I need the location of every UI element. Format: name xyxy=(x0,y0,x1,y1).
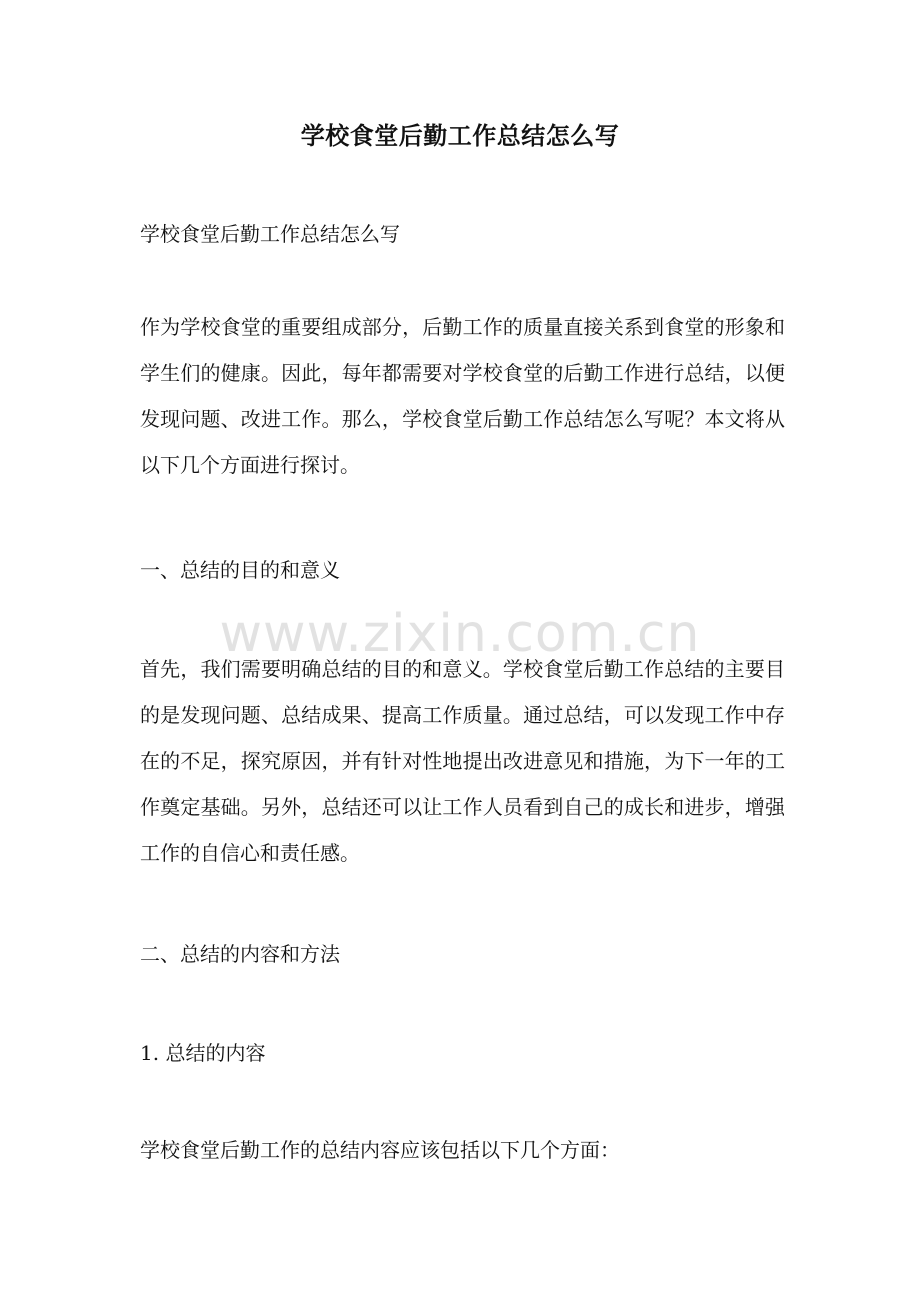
subsection-heading-content: 1. 总结的内容 xyxy=(140,1041,266,1065)
subsection-paragraph-content: 学校食堂后勤工作的总结内容应该包括以下几个方面： xyxy=(140,1138,620,1162)
section-heading-content-method: 二、总结的内容和方法 xyxy=(140,942,340,966)
section-paragraph-purpose: 首先，我们需要明确总结的目的和意义。学校食堂后勤工作总结的主要目的是发现问题、总结成果、提高工作质量。通过总结，可以发现工作中存在的不足，探究原因，并有针对性地提出改进意见和措施，为下一年的工作奠定基础。另外，总结还可以让工作人员看到自己的成长和进步，增强工作的自信心和责任感。 xyxy=(140,657,785,865)
watermark-text: www.zixin.com.cn xyxy=(219,604,701,664)
document-subtitle: 学校食堂后勤工作总结怎么写 xyxy=(140,222,400,246)
document-title: 学校食堂后勤工作总结怎么写 xyxy=(300,121,620,150)
intro-paragraph: 作为学校食堂的重要组成部分，后勤工作的质量直接关系到食堂的形象和学生们的健康。因此，每年都需要对学校食堂的后勤工作进行总结，以便发现问题、改进工作。那么，学校食堂后勤工作总结怎么写呢？本文将从以下几个方面进行探讨。 xyxy=(140,315,785,477)
section-heading-purpose: 一、总结的目的和意义 xyxy=(140,558,340,582)
